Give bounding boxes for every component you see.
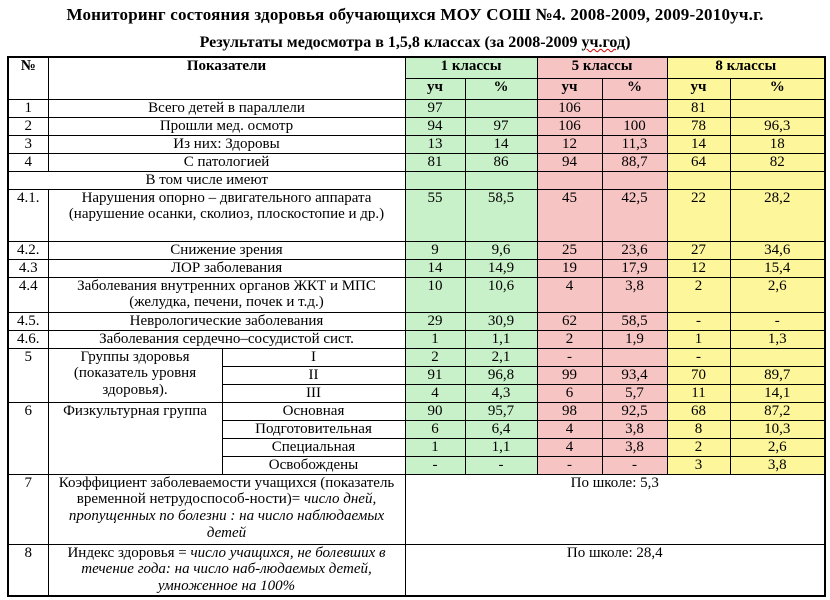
value-cell: 17,9 [602,259,667,277]
value-cell: 91 [405,366,465,384]
sub-indicator-cell: Специальная [222,438,405,456]
value-cell: 70 [667,366,730,384]
value-cell: - [602,456,667,474]
indicator-cell: Всего детей в параллели [48,99,405,117]
value-cell: 62 [537,312,602,330]
value-cell: 1,1 [465,330,537,348]
indicator-group-cell: Группы здоровья (показатель уровня здоровья). [48,348,222,402]
value-cell: 22 [667,189,730,241]
value-cell: 11,3 [602,135,667,153]
value-cell: 14,9 [465,259,537,277]
value-cell: 1,1 [465,438,537,456]
value-cell: 88,7 [602,153,667,171]
value-cell: 55 [405,189,465,241]
indicator-cell: Снижение зрения [48,241,405,259]
row-number-cell: 5 [8,348,48,402]
value-cell: 1,3 [730,330,825,348]
value-cell: 10,3 [730,420,825,438]
indicator-cell: С патологией [48,153,405,171]
value-cell: 96,3 [730,117,825,135]
value-cell: 92,5 [602,402,667,420]
row-number-cell: 8 [8,544,48,596]
value-cell: 3,8 [602,420,667,438]
value-cell [730,171,825,189]
value-cell: - [465,456,537,474]
value-cell: 81 [405,153,465,171]
value-cell [602,348,667,366]
value-cell: 27 [667,241,730,259]
value-cell: 28,2 [730,189,825,241]
indicator-cell: Заболевания внутренних органов ЖКТ и МПС (желудка, печени, почек и т.д.) [48,277,405,312]
value-cell: - [667,312,730,330]
header-row-groups [8,57,825,78]
value-cell: 30,9 [465,312,537,330]
row-number-cell: 7 [8,474,48,544]
value-cell: - [537,348,602,366]
value-cell: 11 [667,384,730,402]
value-cell: 29 [405,312,465,330]
value-cell [405,171,465,189]
value-cell: 14,1 [730,384,825,402]
value-cell: 78 [667,117,730,135]
sub-indicator-cell: III [222,384,405,402]
section-label-cell: В том числе имеют [8,171,405,189]
value-cell: - [667,348,730,366]
value-cell: 106 [537,99,602,117]
value-cell: 98 [537,402,602,420]
value-cell: 81 [667,99,730,117]
value-cell: 58,5 [465,189,537,241]
table-row [8,117,825,135]
header-grade1: 1 классы [405,57,537,78]
value-cell: 4,3 [465,384,537,402]
table-row [8,330,825,348]
table-row [8,259,825,277]
table-row [8,153,825,171]
value-cell: 10,6 [465,277,537,312]
value-cell: 34,6 [730,241,825,259]
header-pct: % [730,78,825,99]
header-uch: уч [667,78,730,99]
value-cell: 94 [405,117,465,135]
value-cell: 3,8 [730,456,825,474]
value-cell: 4 [537,277,602,312]
value-cell: 3 [667,456,730,474]
value-cell [465,99,537,117]
row-number-cell: 2 [8,117,48,135]
value-cell: 100 [602,117,667,135]
value-cell: 15,4 [730,259,825,277]
value-cell [602,171,667,189]
value-cell: 19 [537,259,602,277]
value-cell: 58,5 [602,312,667,330]
value-cell [730,348,825,366]
indicator-cell: Заболевания сердечно–сосудистой сист. [48,330,405,348]
table-row [8,99,825,117]
section-row [8,171,825,189]
value-cell: 4 [537,420,602,438]
row-number-cell: 4 [8,153,48,171]
value-cell: 4 [537,438,602,456]
value-cell: 90 [405,402,465,420]
value-cell: 97 [405,99,465,117]
value-cell: 13 [405,135,465,153]
row-number-cell: 6 [8,402,48,474]
value-cell: 2 [405,348,465,366]
row-number-cell: 3 [8,135,48,153]
table-row [8,241,825,259]
table-row [8,474,825,544]
value-cell: 25 [537,241,602,259]
value-cell [730,99,825,117]
value-cell: 9 [405,241,465,259]
value-cell: 87,2 [730,402,825,420]
school-summary-cell: По школе: 5,3 [405,474,825,544]
value-cell: 9,6 [465,241,537,259]
indicator-cell: Неврологические заболевания [48,312,405,330]
indicator-group-cell: Физкультурная группа [48,402,222,474]
row-number-cell: 4.5. [8,312,48,330]
value-cell: 8 [667,420,730,438]
value-cell: 95,7 [465,402,537,420]
row-number-cell: 4.4 [8,277,48,312]
value-cell: 3,8 [602,438,667,456]
indicator-text: Индекс здоровья = [67,544,191,561]
value-cell: 12 [667,259,730,277]
value-cell [602,99,667,117]
value-cell: - [730,312,825,330]
indicator-cell: Из них: Здоровы [48,135,405,153]
table-row [8,189,825,241]
table-row [8,402,825,420]
value-cell [465,171,537,189]
value-cell: - [537,456,602,474]
header-uch: уч [537,78,602,99]
sub-indicator-cell: Освобождены [222,456,405,474]
value-cell: 6 [537,384,602,402]
indicator-text: Коэффициент заболеваемости учащихся (показатель временной нетрудоспособ-ности)= [58,474,395,508]
header-pct: % [602,78,667,99]
value-cell: 64 [667,153,730,171]
value-cell: 12 [537,135,602,153]
row-number-cell: 4.3 [8,259,48,277]
indicator-cell: Прошли мед. осмотр [48,117,405,135]
value-cell: 18 [730,135,825,153]
value-cell: 2,1 [465,348,537,366]
row-number-cell: 4.6. [8,330,48,348]
caption-prefix: Результаты медосмотра в 1,5,8 классах (за 2008-2009 [199,34,582,51]
row-number-cell: 4.1. [8,189,48,241]
caption-suffix: ) [625,34,631,51]
value-cell: 45 [537,189,602,241]
value-cell: 68 [667,402,730,420]
value-cell: 5,7 [602,384,667,402]
value-cell: 94 [537,153,602,171]
school-summary-cell: По школе: 28,4 [405,544,825,596]
value-cell: 10 [405,277,465,312]
sub-indicator-cell: II [222,366,405,384]
value-cell: 96,8 [465,366,537,384]
caption-spellcheck-word: уч.год [581,34,626,51]
indicator-formula: число учащихся, не болевших в течение года: на число наб-людаемых детей, умноженное на 100% [81,544,386,595]
value-cell: 14 [405,259,465,277]
indicator-cell [48,474,405,544]
value-cell: 93,4 [602,366,667,384]
value-cell [667,171,730,189]
header-pct: % [465,78,537,99]
row-number-cell: 1 [8,99,48,117]
value-cell: 6,4 [465,420,537,438]
value-cell: 4 [405,384,465,402]
value-cell: 99 [537,366,602,384]
value-cell: 42,5 [602,189,667,241]
indicator-cell: ЛОР заболевания [48,259,405,277]
value-cell: 14 [465,135,537,153]
value-cell: 23,6 [602,241,667,259]
value-cell: 1,9 [602,330,667,348]
value-cell: 97 [465,117,537,135]
value-cell: 2,6 [730,438,825,456]
indicator-cell [48,544,405,596]
sub-indicator-cell: Подготовительная [222,420,405,438]
table-row [8,348,825,366]
value-cell: 86 [465,153,537,171]
value-cell: 2 [537,330,602,348]
value-cell: 1 [405,438,465,456]
value-cell: 82 [730,153,825,171]
table-row [8,277,825,312]
med-results-table [7,56,826,597]
value-cell: 106 [537,117,602,135]
value-cell: 2 [667,277,730,312]
value-cell: 2,6 [730,277,825,312]
row-number-cell: 4.2. [8,241,48,259]
value-cell: 1 [405,330,465,348]
header-uch: уч [405,78,465,99]
value-cell: 3,8 [602,277,667,312]
sub-indicator-cell: Основная [222,402,405,420]
value-cell: 2 [667,438,730,456]
value-cell: 14 [667,135,730,153]
value-cell: 6 [405,420,465,438]
table-row [8,135,825,153]
indicator-cell: Нарушения опорно – двигательного аппарата (нарушение осанки, сколиоз, плоскостопие и др.) [48,189,405,241]
sub-indicator-cell: I [222,348,405,366]
header-grade5: 5 классы [537,57,667,78]
value-cell: 89,7 [730,366,825,384]
indicator-formula: число дней, пропущенных по болезни : на число наблюдаемых детей [68,491,385,542]
table-caption [0,34,830,52]
page-title: Мониторинг состояния здоровья обучающихся МОУ СОШ №4. 2008-2009, 2009-2010уч.г. [66,5,764,24]
value-cell [537,171,602,189]
value-cell: 1 [667,330,730,348]
header-num: № [8,57,48,99]
table-row [8,544,825,596]
value-cell: - [405,456,465,474]
header-indicators: Показатели [48,57,405,99]
header-grade8: 8 классы [667,57,825,78]
table-row [8,312,825,330]
